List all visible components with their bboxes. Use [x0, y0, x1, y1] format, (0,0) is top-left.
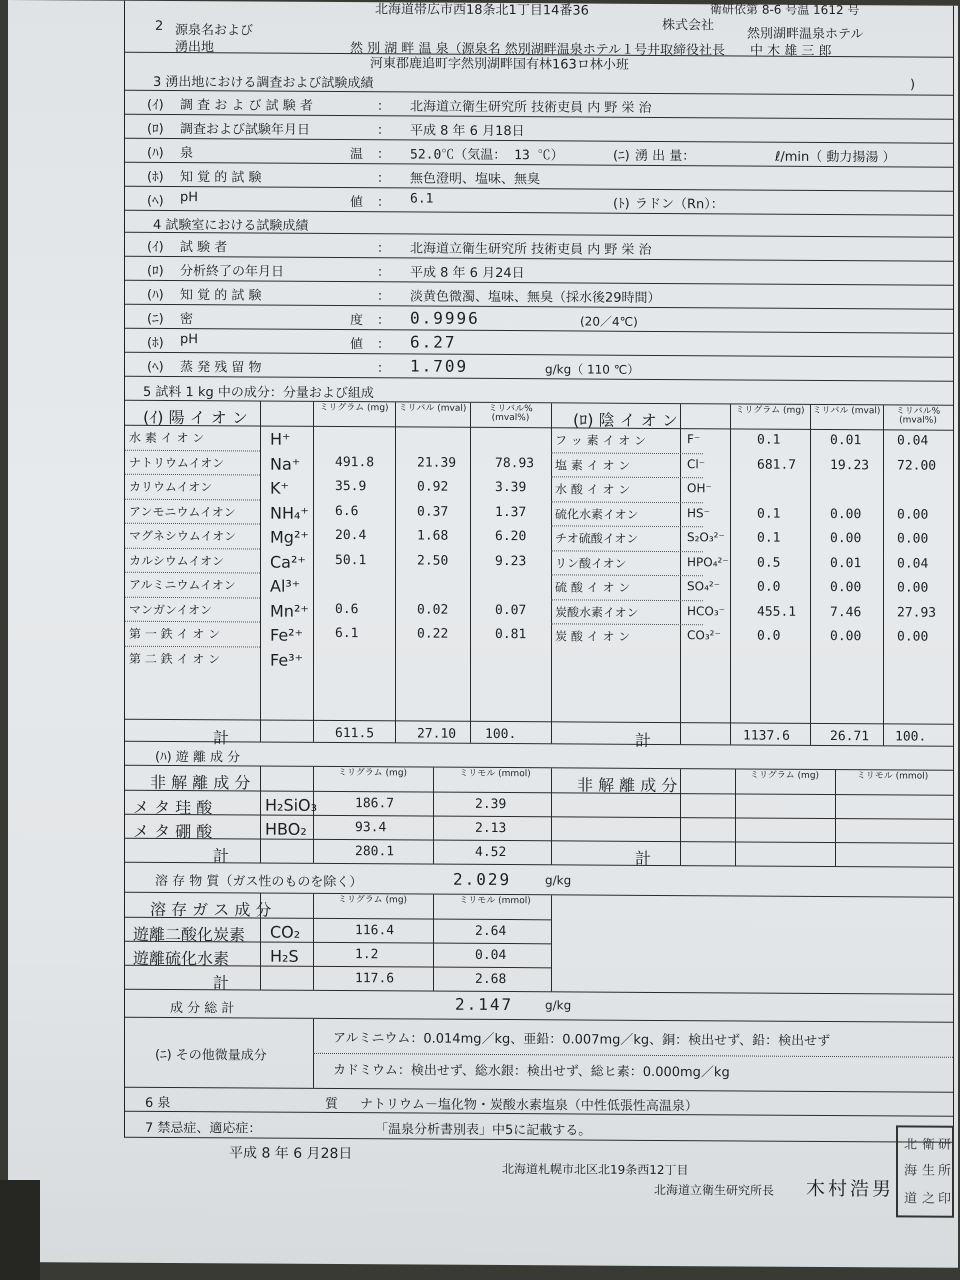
s3-item-colon: ：	[377, 99, 391, 115]
s3-item-mark: (ﾍ)	[147, 193, 164, 209]
cation-row-line	[125, 621, 260, 623]
s4-item-mark: (ｲ)	[147, 239, 164, 255]
s4-item-value: 北海道立衛生研究所 技術吏員 内 野 栄 治	[410, 241, 652, 258]
cation-total-mval: 27.10	[417, 726, 457, 742]
gas-total-mg: 117.6	[355, 971, 395, 987]
cation-name: 第 二 鉄 イ オ ン	[129, 651, 221, 666]
anion-row-line	[551, 476, 703, 478]
paper-sheet	[8, 0, 958, 1268]
anion-pct: 0.04	[897, 433, 929, 449]
anion-mval: 0.00	[830, 531, 862, 547]
anion-header: (ﾛ) 陰 イ オ ン	[573, 410, 678, 431]
s4-item-mark: (ﾛ)	[147, 263, 164, 279]
cation-symbol: Fe³⁺	[270, 650, 304, 670]
header-ref-no: 衛研依第 8-6 号温 1612 号	[710, 2, 860, 18]
s3-item-label: 調査および試験年月日	[180, 122, 311, 138]
cation-name: 第 一 鉄 イ オ ン	[129, 626, 221, 642]
s5-title: 5 試料 1 kg 中の成分：分量および組成	[143, 384, 374, 402]
cation-mval: 0.37	[417, 503, 449, 520]
s7-row	[125, 1112, 953, 1143]
cation-name: マンガンイオン	[129, 602, 213, 617]
footer-signer: 木村浩男	[806, 1177, 895, 1201]
cation-symbol: NH₄⁺	[270, 503, 309, 523]
cation-pct: 0.81	[495, 626, 527, 643]
anion-name: チオ硫酸イオン	[555, 531, 639, 546]
cation-row-line	[125, 572, 260, 574]
cation-symbol: Al³⁺	[270, 576, 301, 596]
anion-symbol: HPO₄²⁻	[687, 554, 729, 569]
cation-mg: 50.1	[335, 552, 367, 568]
gas-symbol: CO₂	[270, 922, 301, 942]
ion-col-header: ミリグラム (mg)	[319, 402, 389, 414]
free-item-mg: 93.4	[355, 820, 387, 836]
anion-mval: 7.46	[830, 604, 862, 620]
ion-col-line	[883, 405, 884, 745]
dissolved-unit: g/kg	[545, 873, 572, 888]
anion-row-line	[551, 525, 703, 527]
cation-pct: 3.39	[495, 479, 527, 496]
s3-item-label2: 温	[350, 147, 364, 163]
s2-label2: 湧出地	[175, 40, 215, 56]
s3-title: 3 湧出地における調査および試験成績	[153, 74, 374, 92]
s3-item-colon: ：	[377, 123, 391, 139]
s4-item-mark: (ﾍ)	[147, 359, 164, 375]
cation-mval: 21.39	[417, 454, 457, 471]
gas-total-label: 計	[213, 973, 230, 993]
ion-col-line	[395, 402, 396, 742]
cation-name: アンモニウムイオン	[129, 504, 236, 519]
ion-col-line	[680, 404, 681, 744]
cation-mval: 0.02	[417, 601, 449, 618]
s4-item-colon: ：	[377, 241, 391, 257]
s3-item-label: 泉	[180, 146, 194, 162]
s4-item-value: 淡黄色微濁、塩味、無臭（採水後29時間）	[410, 289, 661, 306]
free-row-line	[125, 838, 953, 844]
anion-name: 硫 酸 イ オ ン	[555, 580, 631, 595]
anion-mval: 0.00	[830, 580, 862, 596]
gas-col-mg: ミリグラム (mg)	[337, 895, 408, 906]
gas-symbol: H₂S	[270, 946, 299, 966]
cation-pct: 78.93	[495, 455, 535, 471]
s4-item-label: 蒸 発 残 留 物	[180, 360, 262, 376]
ion-col-header: ミリバル (mval)	[812, 405, 881, 417]
anion-mval: 0.01	[830, 433, 862, 449]
s2-position: 取締役社長	[660, 42, 726, 59]
s7-value: 「温泉分析書別表」中5に記載する。	[375, 1122, 592, 1139]
s3-item-label: 知 覚 的 試 験	[180, 170, 262, 186]
anion-row-line	[551, 452, 703, 454]
ion-col-header: ミリバル% (mval%)	[895, 406, 941, 426]
header-address: 北海道帯広市西18条北1丁目14番36	[375, 2, 589, 19]
gas-table	[125, 893, 953, 995]
cation-mg: 491.8	[335, 454, 375, 470]
total-unit: g/kg	[545, 998, 572, 1013]
trace-line1: アルミニウム：0.014mg／kg、亜鉛：0.007mg／kg、銅：検出せず、鉛：検出せず	[333, 1030, 831, 1050]
anion-mval: 19.23	[830, 457, 870, 473]
anion-row-line	[551, 501, 703, 503]
s6-label: 6 泉	[145, 1095, 171, 1111]
anion-mg: 0.0	[757, 628, 781, 644]
s2-label1: 源泉名および	[175, 23, 254, 39]
anion-name: 炭 酸 イ オ ン	[555, 629, 631, 644]
ion-col-line	[260, 402, 261, 742]
trace-line2: カドミウム：検出せず、総水銀：検出せず、総ヒ素：0.000mg／kg	[333, 1062, 730, 1081]
free-item-name: メ タ 硼 酸	[133, 821, 213, 842]
anion-row-line	[551, 550, 703, 552]
free-nondiss-label: 非 解 離 成 分	[150, 772, 251, 793]
s3-item-label: 調 査 お よ び 試 験 者	[180, 98, 313, 114]
anion-mval: 0.00	[830, 629, 862, 645]
trace-label: (ﾆ) その他微量成分	[155, 1047, 267, 1064]
s4-item-label: 分析終了の年月日	[180, 264, 285, 280]
anion-name: 炭酸水素イオン	[555, 604, 639, 620]
cation-mval: 0.22	[417, 626, 449, 642]
cation-name: マグネシウムイオン	[129, 528, 237, 544]
s4-item-mark: (ﾎ)	[147, 335, 164, 351]
free-col-mg-right: ミリグラム (mg)	[749, 770, 820, 781]
ion-col-line	[730, 404, 731, 744]
footer-org: 北海道立衛生研究所長	[654, 1182, 775, 1198]
cation-symbol: H⁺	[270, 429, 291, 449]
cation-total-pct: 100.	[485, 726, 517, 743]
anion-mg: 0.1	[757, 432, 781, 448]
cation-mg: 6.6	[335, 503, 359, 519]
s2-hotel: 然別湖畔温泉ホテル	[747, 26, 864, 43]
cation-row-line	[125, 449, 260, 451]
s3-item-extra-mark: (ﾆ)	[613, 148, 630, 164]
s4-item-mark: (ﾆ)	[147, 311, 164, 327]
anion-name: 硫化水素イオン	[555, 506, 639, 522]
anion-total-pct: 100.	[895, 729, 927, 745]
free-item-mg: 186.7	[355, 796, 395, 812]
s3-item-value: 平成 8 年 6 月18日	[410, 123, 525, 140]
s3-item-value: 6.1	[410, 191, 434, 207]
s4-item-label2: 値	[350, 337, 364, 353]
s3-item-value: 52.0℃（気温： 13 ℃）	[410, 147, 564, 164]
s3-item-extra-label: ラドン（Rn）：	[635, 196, 724, 213]
s4-item-colon: ：	[377, 313, 391, 329]
anion-pct: 0.04	[897, 555, 929, 572]
cation-mval: 1.68	[417, 528, 449, 544]
gas-mg: 1.2	[355, 947, 379, 963]
free-nondiss-label-right: 非 解 離 成 分	[577, 775, 678, 796]
cation-name: アルミニウムイオン	[129, 577, 236, 593]
anion-pct: 27.93	[897, 604, 937, 621]
ion-col-header: ミリグラム (mg)	[735, 405, 805, 416]
s2-num: 2	[155, 18, 164, 34]
cation-mval: 0.92	[417, 479, 449, 495]
s3-item-mark: (ﾛ)	[147, 121, 164, 137]
footer-address: 北海道札幌市北区北19条西12丁目	[502, 1162, 689, 1178]
trace-row	[125, 1018, 953, 1093]
anion-pct: 72.00	[897, 457, 937, 474]
free-col-mmol-right: ミリモル (mmol)	[856, 771, 929, 782]
s4-item-value: 0.9996	[410, 308, 480, 328]
anion-mg: 0.5	[757, 555, 781, 571]
s3-item-colon: ：	[377, 195, 391, 211]
s4-item-colon: ：	[377, 337, 391, 353]
anion-row-line	[551, 599, 703, 601]
cation-pct: 9.23	[495, 553, 527, 569]
anion-total-mval: 26.71	[830, 729, 870, 745]
dissolved-value: 2.029	[453, 869, 512, 890]
ion-col-line	[810, 405, 811, 745]
s4-item-colon: ：	[377, 289, 391, 305]
s6-label2: 質	[325, 1096, 339, 1113]
s6-value: ナトリウム－塩化物・炭酸水素塩泉（中性低張性高温泉）	[360, 1097, 698, 1115]
free-col-mmol: ミリモル (mmol)	[459, 768, 531, 780]
s2-source-name: 然 別 湖 畔 温 泉（源泉名 然別湖畔温泉ホテル１号井	[350, 41, 661, 58]
anion-pct: 0.00	[897, 629, 929, 645]
s4-item-colon: ：	[377, 361, 391, 377]
cation-symbol: Mn²⁺	[270, 601, 309, 621]
cation-mg: 0.6	[335, 601, 359, 617]
anion-pct: 0.00	[897, 506, 929, 523]
anion-mg: 0.0	[757, 579, 781, 595]
s2-location: 河東郡鹿追町字然別湖畔国有林163ロ林小班	[370, 56, 629, 73]
anion-total-mg: 1137.6	[743, 728, 790, 744]
cation-row-line	[125, 474, 260, 476]
s4-item-label: pH	[180, 332, 199, 348]
cation-name: 水 素 イ オ ン	[129, 430, 205, 446]
anion-symbol: HCO₃⁻	[687, 603, 725, 618]
analysis-document	[124, 1, 954, 1143]
anion-row-line	[551, 623, 703, 625]
s4-item-value: 1.709	[410, 356, 469, 376]
cation-mval: 2.50	[417, 552, 449, 569]
free-total-label: 計	[213, 846, 230, 866]
cation-symbol: Mg²⁺	[270, 527, 309, 547]
s3-item-mark: (ﾎ)	[147, 169, 164, 185]
anion-mval: 0.01	[830, 555, 862, 571]
gas-col-line	[551, 895, 552, 991]
gas-col-mmol: ミリモル (mmol)	[459, 895, 531, 907]
background-shadow	[0, 1180, 40, 1280]
free-item-symbol: HBO₂	[265, 819, 307, 839]
official-seal: 北 衛 研 海 生 所 道 之 印	[896, 1125, 954, 1217]
cation-header: (ｲ) 陽 イ オ ン	[143, 407, 248, 428]
total-label: 成 分 総 計	[170, 1000, 235, 1017]
ion-col-line	[313, 402, 314, 742]
s4-item-label: 試 験 者	[180, 240, 228, 256]
cation-mg: 6.1	[335, 625, 359, 642]
anion-name: 塩 素 イ オ ン	[555, 457, 631, 473]
anion-symbol: SO₄²⁻	[687, 579, 721, 594]
s3-item-extra-value: ℓ/min（ 動力揚湯 ）	[775, 149, 896, 166]
anion-symbol: S₂O₃²⁻	[687, 530, 725, 545]
free-total-mg: 280.1	[355, 844, 395, 860]
s3-item-mark: (ﾊ)	[147, 145, 164, 161]
free-total-mmol: 4.52	[475, 844, 507, 861]
cation-symbol: Ca²⁺	[270, 552, 306, 572]
gas-name: 遊離二酸化炭素	[133, 924, 246, 945]
s3-item-extra-label: 湧 出 量：	[635, 148, 696, 165]
cation-pct: 0.07	[495, 602, 527, 618]
cation-mg: 20.4	[335, 527, 367, 544]
s3-item-colon: ：	[377, 171, 391, 187]
free-table	[125, 766, 953, 868]
footer-date: 平成 8 年 6 月28日	[229, 1145, 353, 1163]
gas-mg: 116.4	[355, 923, 395, 939]
s3-item-value: 無色澄明、塩味、無臭	[410, 171, 541, 188]
gas-name: 遊離硫化水素	[133, 948, 230, 969]
free-total-label-right: 計	[635, 848, 652, 868]
ion-col-header: ミリバル% (mval%)	[488, 403, 533, 424]
s4-item-label: 知 覚 的 試 験	[180, 288, 262, 304]
cation-symbol: Na⁺	[270, 454, 301, 474]
anion-name: 水 酸 イ オ ン	[555, 482, 631, 497]
cation-row-line	[125, 498, 260, 500]
free-item-name: メ タ 珪 酸	[133, 797, 213, 818]
cation-total-label: 計	[213, 728, 230, 748]
anion-symbol: F⁻	[687, 432, 701, 447]
total-value: 2.147	[455, 994, 514, 1015]
ion-col-line	[470, 403, 471, 743]
gas-mmol: 0.04	[475, 947, 507, 964]
s2-close-paren: )	[910, 77, 916, 93]
gas-mmol: 2.64	[475, 923, 507, 940]
header-company-type: 株式会社	[662, 17, 715, 34]
s3-rows	[125, 91, 953, 216]
cation-name: カルシウムイオン	[129, 553, 224, 568]
cation-row-line	[125, 596, 260, 598]
anion-symbol: CO₃²⁻	[687, 628, 721, 643]
s3-item-colon: ：	[377, 147, 391, 163]
s3-item-mark: (ｲ)	[147, 97, 164, 113]
cation-name: ナトリウムイオン	[129, 455, 225, 470]
anion-symbol: OH⁻	[687, 481, 712, 496]
s4-item-label: 密	[180, 312, 194, 328]
s4-title: 4 試験室における試験成績	[153, 217, 309, 234]
cation-symbol: Fe²⁺	[270, 625, 304, 645]
s4-item-value: 6.27	[410, 332, 457, 352]
s3-item-label2: 値	[350, 195, 364, 211]
s3-item-extra-mark: (ﾄ)	[613, 196, 630, 212]
anion-name: フ ッ 素 イ オ ン	[555, 433, 647, 448]
s4-item-value: 平成 8 年 6 月24日	[410, 265, 525, 282]
s3-item-value: 北海道立衛生研究所 技術吏員 内 野 栄 治	[410, 99, 652, 116]
free-title: (ﾊ) 遊 離 成 分	[155, 749, 241, 766]
cation-mg: 35.9	[335, 478, 367, 495]
s4-item-colon: ：	[377, 265, 391, 281]
dissolved-label: 溶 存 物 質（ガス性のものを除く）	[155, 873, 363, 891]
cation-symbol: K⁺	[270, 478, 289, 498]
gas-total-mmol: 2.68	[475, 971, 507, 988]
anion-mg: 0.1	[757, 506, 781, 522]
ion-table	[125, 401, 953, 750]
anion-row-line	[551, 574, 703, 576]
free-col-mg: ミリグラム (mg)	[337, 768, 408, 779]
ion-col-header: ミリバル (mval)	[398, 403, 467, 414]
ion-header-line	[125, 425, 953, 431]
anion-symbol: Cl⁻	[687, 456, 706, 471]
s4-item-label2: 度	[350, 313, 364, 329]
free-item-mmol: 2.13	[475, 820, 507, 837]
cation-row-line	[125, 523, 260, 525]
s4-item-mark: (ﾊ)	[147, 287, 164, 303]
anion-symbol: HS⁻	[687, 505, 710, 520]
free-item-symbol: H₂SiO₃	[265, 795, 318, 815]
anion-mval: 0.00	[830, 506, 862, 522]
section-2-row	[125, 15, 953, 58]
ion-total-line	[125, 719, 953, 725]
cation-name: カリウムイオン	[129, 479, 213, 495]
anion-total-label: 計	[635, 730, 652, 750]
anion-name: リン酸イオン	[555, 555, 627, 571]
gas-label: 溶 存 ガ ス 成 分	[150, 899, 272, 920]
s4-rows	[125, 233, 953, 382]
anion-mg: 0.1	[757, 530, 781, 546]
s2-person: 中 木 雄 三 郎	[750, 43, 832, 60]
cation-row-line	[125, 645, 260, 647]
s3-item-label: pH	[180, 190, 199, 206]
anion-mg: 681.7	[757, 457, 797, 473]
s7-label: 7 禁忌症、適応症：	[145, 1120, 262, 1137]
s4-item-extra: (20／4℃)	[580, 314, 638, 329]
ion-col-line	[551, 403, 552, 743]
free-row-line	[125, 814, 953, 820]
free-item-mmol: 2.39	[475, 796, 507, 813]
cation-pct: 6.20	[495, 528, 527, 545]
anion-mg: 455.1	[757, 604, 797, 620]
anion-pct: 0.00	[897, 580, 929, 596]
s4-item-unit: g/kg（ 110 ℃）	[545, 362, 640, 377]
cation-row-line	[125, 547, 260, 549]
cation-total-mg: 611.5	[335, 725, 375, 742]
anion-pct: 0.00	[897, 531, 929, 547]
cation-pct: 1.37	[495, 504, 527, 520]
